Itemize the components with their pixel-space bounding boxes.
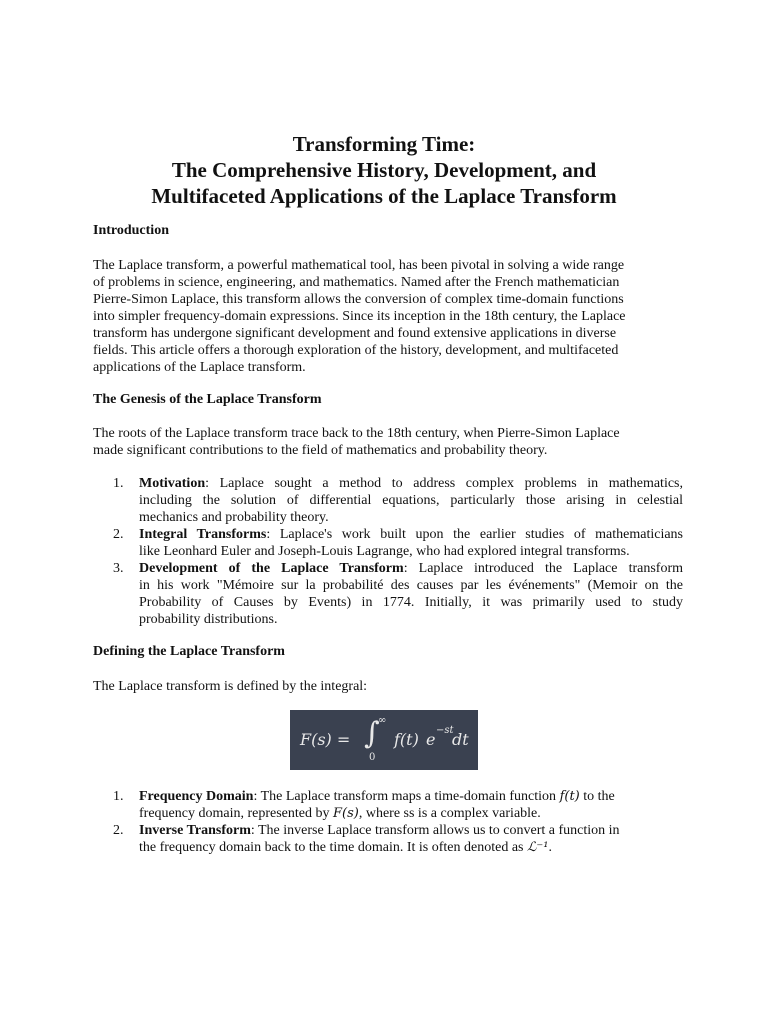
formula-dt: dt <box>452 730 469 749</box>
list-item-line: including the solution of differential equations, particularly those arising in celestial <box>139 493 683 508</box>
genesis-list <box>93 475 683 628</box>
genesis-paragraph <box>93 425 681 459</box>
list-number: 1. <box>113 789 124 804</box>
paragraph-line: made significant contributions to the field of mathematics and probability theory. <box>93 443 548 458</box>
list-item-text: : The Laplace transform maps a time-domain function <box>253 789 560 804</box>
list-item <box>93 788 683 822</box>
math-F-of-s: F(s) <box>332 806 359 821</box>
introduction-heading: Introduction <box>93 223 169 238</box>
list-item-label: Inverse Transform <box>139 823 251 838</box>
list-item-text: to the <box>579 789 615 804</box>
genesis-heading: The Genesis of the Laplace Transform <box>93 392 322 407</box>
defining-list <box>93 788 683 856</box>
list-item <box>93 822 683 856</box>
list-item-label: Integral Transforms <box>139 527 267 542</box>
list-item-text: : Laplace's work built upon the earlier studies of mathematicians <box>266 527 683 542</box>
math-f-of-t: f(t) <box>559 789 580 804</box>
list-item <box>93 560 683 628</box>
list-item-line: like Leonhard Euler and Joseph-Louis Lagrange, who had explored integral transforms. <box>139 544 630 559</box>
list-item-label: Frequency Domain <box>139 789 254 804</box>
list-number: 2. <box>113 527 124 542</box>
title-line-2: The Comprehensive History, Development, and <box>171 158 597 182</box>
formula-exp-base: e <box>426 730 436 749</box>
list-item-line: in his work "Mémoire sur la probabilité des causes par les événements" (Memoir on the <box>139 578 683 593</box>
list-item-line: mechanics and probability theory. <box>139 510 329 525</box>
list-item-text: , where ss is a complex variable. <box>358 806 541 821</box>
list-item-text: : Laplace sought a method to address complex problems in mathematics, <box>205 476 683 491</box>
paragraph-line: transform has undergone significant development and found extensive applications in diverse <box>93 326 617 341</box>
introduction-paragraph <box>93 257 681 376</box>
list-item <box>93 475 683 526</box>
laplace-formula <box>290 710 478 770</box>
list-item <box>93 526 683 560</box>
math-inverse-laplace: ℒ⁻¹ <box>527 840 549 855</box>
list-item-label: Development of the Laplace Transform <box>139 561 404 576</box>
paragraph-line: fields. This article offers a thorough exploration of the history, development, and multifaceted <box>93 343 619 358</box>
defining-intro <box>93 678 681 695</box>
title-line-3: Multifaceted Applications of the Laplace Transform <box>151 184 617 208</box>
integral-lower-limit: 0 <box>369 752 376 763</box>
list-item-text: : Laplace introduced the Laplace transform <box>403 561 683 576</box>
paragraph-line: The Laplace transform is defined by the integral: <box>93 679 368 694</box>
paragraph-line: of problems in science, engineering, and mathematics. Named after the French mathematician <box>93 275 620 290</box>
paragraph-line: applications of the Laplace transform. <box>93 360 306 375</box>
paragraph-line: The Laplace transform, a powerful mathematical tool, has been pivotal in solving a wide range <box>93 258 625 273</box>
list-number: 3. <box>113 561 124 576</box>
title-line-1: Transforming Time: <box>292 132 476 156</box>
list-number: 1. <box>113 476 124 491</box>
list-item-line: probability distributions. <box>139 612 278 627</box>
document-title <box>0 131 768 209</box>
list-item-text: . <box>548 840 552 855</box>
list-item-text: frequency domain, represented by <box>139 806 333 821</box>
list-item-line: Probability of Causes by Events) in 1774. Initially, it was primarily used to study <box>139 595 683 610</box>
formula-lhs: F(s) = <box>300 730 351 749</box>
paragraph-line: into simpler frequency-domain expressions. Since its inception in the 18th century, the Laplace <box>93 309 626 324</box>
list-item-label: Motivation <box>139 476 206 491</box>
defining-heading: Defining the Laplace Transform <box>93 644 285 659</box>
list-number: 2. <box>113 823 124 838</box>
list-item-text: the frequency domain back to the time domain. It is often denoted as <box>139 840 527 855</box>
list-item-text: : The inverse Laplace transform allows us to convert a function in <box>250 823 620 838</box>
integral-upper-limit: ∞ <box>378 715 387 726</box>
formula-integrand: f(t) <box>394 730 419 749</box>
integral-sign: ∫ <box>364 716 380 751</box>
formula-exponent: −st <box>436 725 454 736</box>
paragraph-line: Pierre-Simon Laplace, this transform allows the conversion of complex time-domain functions <box>93 292 624 307</box>
paragraph-line: The roots of the Laplace transform trace back to the 18th century, when Pierre-Simon Laplace <box>93 426 620 441</box>
